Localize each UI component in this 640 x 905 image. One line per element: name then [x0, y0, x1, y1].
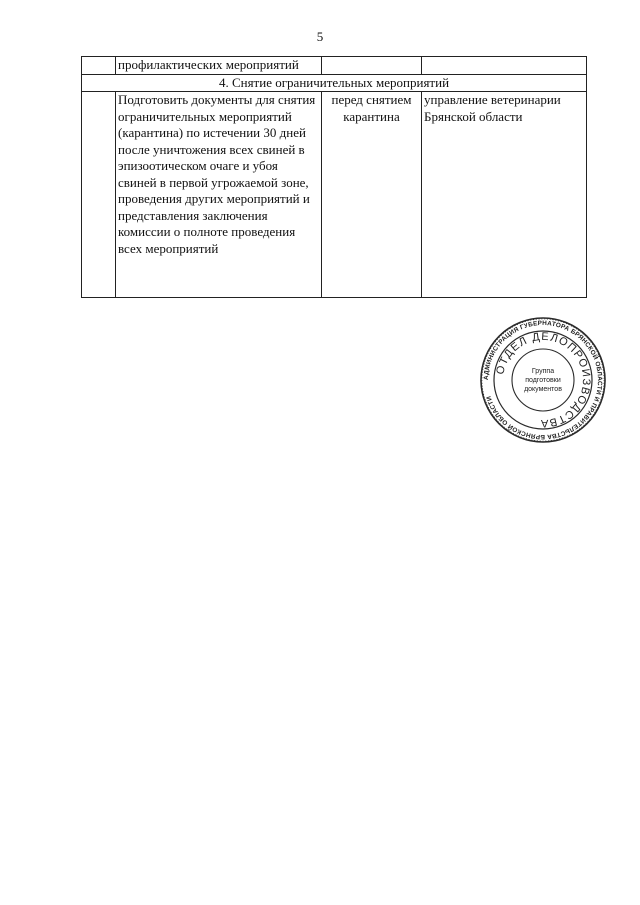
activities-table	[81, 56, 587, 298]
responsible-cell: управление ветеринарии Брянской области	[422, 92, 587, 298]
stamp-center-line-1: Группа	[531, 368, 555, 375]
activity-cell: Подготовить документы для снятия ограничительных мероприятий (карантина) по истечении 30 дней после уничтожения всех свиней в эпизоотическом очаге и убоя свиней в первой угрожаемой зоне, проведения других мероприятий и представления заключения комиссии о полноте проведения всех мероприятий	[116, 92, 322, 298]
stamp-center-line-3: документов	[524, 386, 562, 393]
deadline-cell	[322, 57, 422, 75]
deadline-cell: перед снятием карантина	[322, 92, 422, 298]
responsible-cell	[422, 57, 587, 75]
row-number-cell	[82, 92, 116, 298]
stamp-outer-text: АДМИНИСТРАЦИЯ ГУБЕРНАТОРА БРЯНСКОЙ ОБЛАСТИ И ПРАВИТЕЛЬСТВА БРЯНСКОЙ ОБЛАСТИ	[482, 319, 604, 441]
table-row	[82, 92, 587, 298]
stamp-center-line-2: подготовки	[525, 377, 561, 384]
row-number-cell	[82, 57, 116, 75]
stamp-inner-text: ОТДЕЛ ДЕЛОПРОИЗВОДСТВА	[494, 330, 593, 430]
activity-cell: профилактических мероприятий	[116, 57, 322, 75]
section-row	[82, 74, 587, 92]
office-seal-stamp	[479, 316, 607, 444]
table-row	[82, 57, 587, 75]
section-heading: 4. Снятие ограничительных мероприятий	[82, 74, 587, 92]
page-number: 5	[316, 29, 324, 44]
